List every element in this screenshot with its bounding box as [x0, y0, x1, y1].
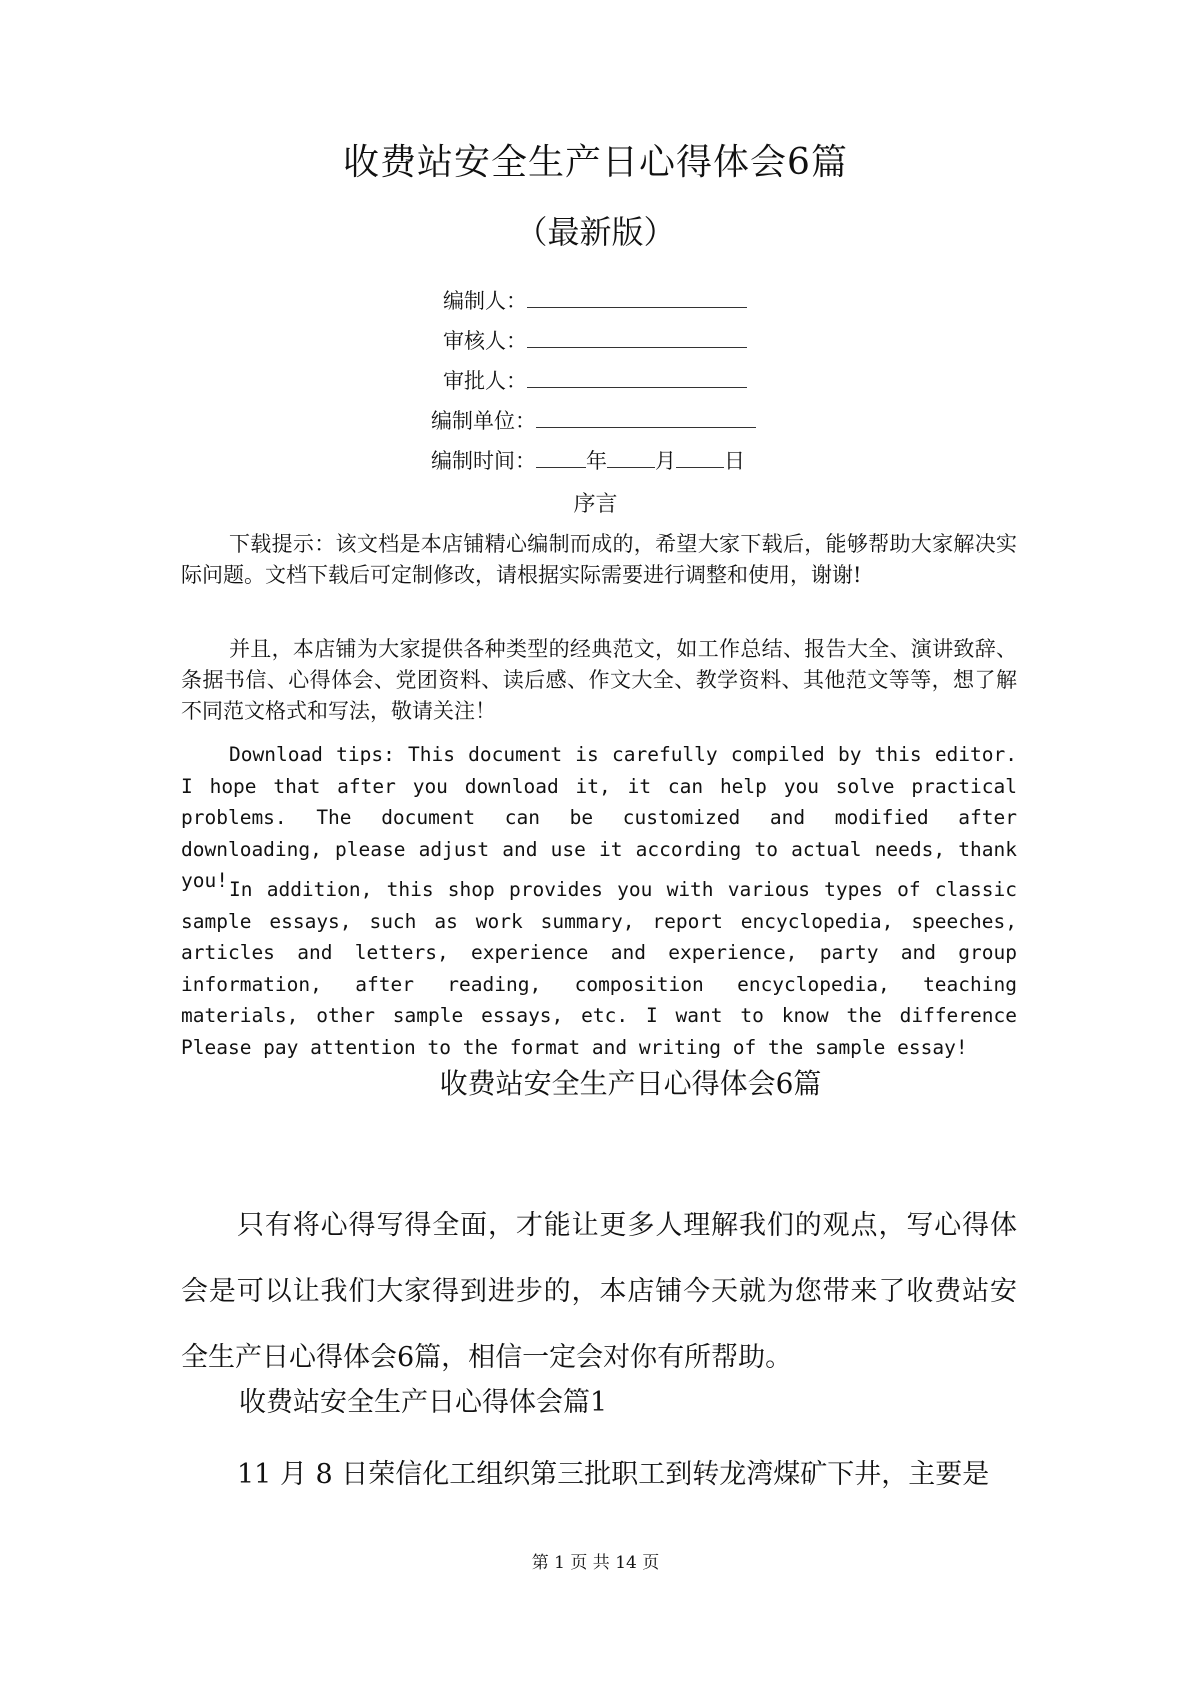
compiler-row [443, 287, 747, 315]
compiler-label: 编制人： [443, 289, 527, 313]
section-1-text: 11 月 8 日荣信化工组织第三批职工到转龙湾煤矿下井，主要是 [237, 1459, 990, 1490]
month-label: 月 [655, 449, 676, 473]
document-subtitle: （最新版） [515, 213, 676, 251]
day-blank [676, 447, 724, 468]
reviewer-blank [527, 327, 747, 348]
body-title: 收费站安全生产日心得体会6篇 [439, 1067, 822, 1100]
reviewer-label: 审核人： [443, 329, 527, 353]
time-label: 编制时间： [431, 449, 536, 473]
unit-label: 编制单位： [431, 409, 536, 433]
year-blank [536, 447, 586, 468]
reviewer-row [443, 327, 747, 355]
preface-paragraph-1: 下载提示：该文档是本店铺精心编制而成的，希望大家下载后，能够帮助大家解决实际问题。文档下载后可定制修改，请根据实际需要进行调整和使用，谢谢! [181, 532, 1017, 587]
preface-heading: 序言 [573, 492, 618, 517]
english-paragraph-1: Download tips: This document is carefully compiled by this editor. I hope that after you download it, it can help you solve practical problems. The document can be customized and modified after downloading, please adjust and use it according to actual needs, thank you! [181, 743, 1017, 892]
year-label: 年 [586, 449, 607, 473]
time-row [431, 447, 745, 475]
english-paragraph-2: In addition, this shop provides you with various types of classic sample essays, such as work summary, report encyclopedia, speeches, articles and letters, experience and experience, party and group information, after reading, composition encyclopedia, teaching materials, other sample essays, etc. I want to know the difference Please pay attention to the format and writing of the sample essay! [181, 878, 1017, 1059]
day-label: 日 [724, 449, 745, 473]
approver-blank [527, 367, 747, 388]
unit-row [431, 407, 756, 435]
preface-paragraph-2: 并且，本店铺为大家提供各种类型的经典范文，如工作总结、报告大全、演讲致辞、条据书信、心得体会、党团资料、读后感、作文大全、教学资料、其他范文等等，想了解不同范文格式和写法，敬请关注！ [181, 637, 1017, 723]
body-intro: 只有将心得写得全面，才能让更多人理解我们的观点，写心得体会是可以让我们大家得到进步的，本店铺今天就为您带来了收费站安全生产日心得体会6篇，相信一定会对你有所帮助。 [181, 1210, 1017, 1373]
page-footer: 第 1 页 共 14 页 [531, 1553, 660, 1573]
month-blank [607, 447, 655, 468]
document-title: 收费站安全生产日心得体会6篇 [343, 142, 848, 183]
approver-label: 审批人： [443, 369, 527, 393]
compiler-blank [527, 287, 747, 308]
unit-blank [536, 407, 756, 428]
approver-row [443, 367, 747, 395]
section-1-heading: 收费站安全生产日心得体会篇1 [239, 1387, 608, 1418]
